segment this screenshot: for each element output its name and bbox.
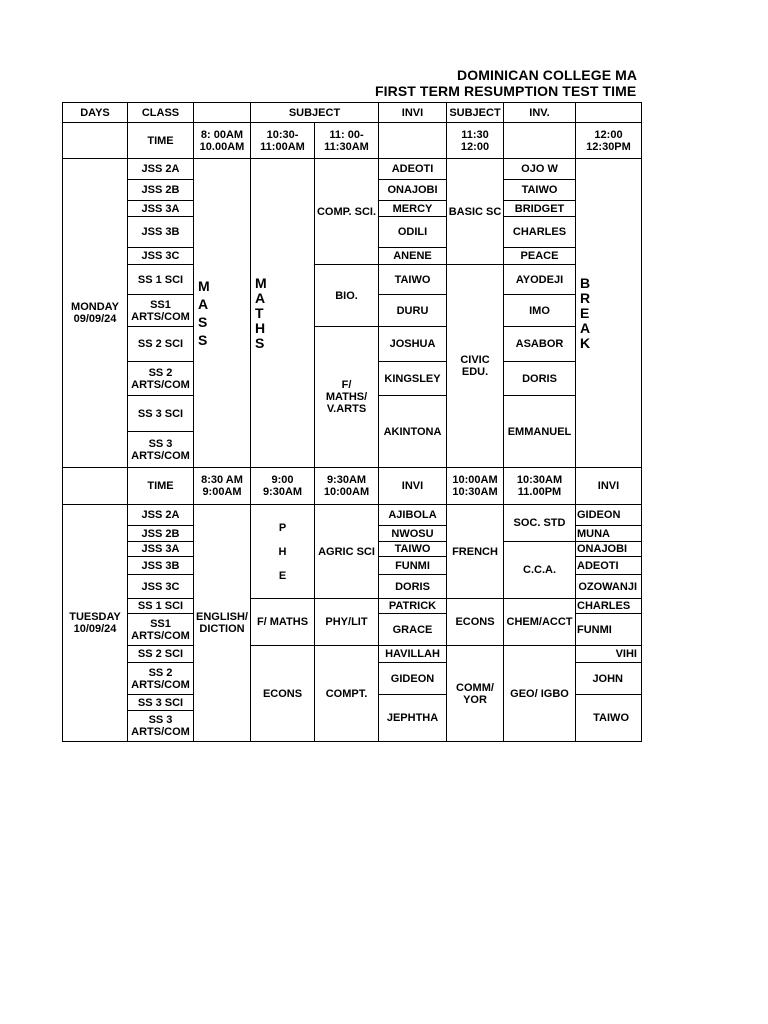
monday-time-5: 12:00 12:30PM	[576, 123, 642, 159]
header-subject: SUBJECT	[251, 103, 379, 123]
subject-cca: C.C.A.	[504, 542, 576, 599]
subject-english-diction: ENGLISH/ DICTION	[194, 505, 251, 742]
inv-cell: CHARLES	[576, 599, 642, 614]
inv-cell: ONAJOBI	[576, 542, 642, 557]
invi-cell: GIDEON	[379, 663, 447, 695]
tuesday-time-invi: INVI	[379, 468, 447, 505]
inv-cell: BRIDGET	[504, 201, 576, 217]
subject-compt: COMPT.	[315, 646, 379, 742]
class-cell: JSS 2A	[128, 505, 194, 526]
inv-cell: TAIWO	[576, 695, 642, 742]
class-cell: JSS 3A	[128, 201, 194, 217]
subject-econs: ECONS	[447, 599, 504, 646]
subject-phe: P H E	[251, 505, 315, 599]
title-clip	[0, 60, 641, 102]
invi-cell: DORIS	[379, 575, 447, 599]
tuesday-day	[63, 505, 128, 742]
class-cell: SS 3 SCI	[128, 396, 194, 432]
monday-time-4: 11:30 12:00	[447, 123, 504, 159]
subject-bio: BIO.	[315, 265, 379, 327]
class-cell: JSS 3A	[128, 542, 194, 557]
header-days: DAYS	[63, 103, 128, 123]
class-cell: JSS 3B	[128, 557, 194, 575]
invi-cell: FUNMI	[379, 557, 447, 575]
inv-cell: GIDEON	[576, 505, 642, 526]
inv-cell: ASABOR	[504, 327, 576, 362]
inv-cell: PEACE	[504, 248, 576, 265]
inv-cell: CHARLES	[504, 217, 576, 248]
class-cell: SS 1 SCI	[128, 265, 194, 295]
monday-time-label: TIME	[128, 123, 194, 159]
subject-geo-igbo: GEO/ IGBO	[504, 646, 576, 742]
inv-cell: MUNA	[576, 526, 642, 542]
class-cell: SS 1 SCI	[128, 599, 194, 614]
class-cell: SS 2 ARTS/COM	[128, 362, 194, 396]
inv-cell: DORIS	[504, 362, 576, 396]
invi-cell: KINGSLEY	[379, 362, 447, 396]
class-cell: SS1 ARTS/COM	[128, 295, 194, 327]
class-cell: SS 2 SCI	[128, 327, 194, 362]
invi-cell: JOSHUA	[379, 327, 447, 362]
class-cell: JSS 2B	[128, 526, 194, 542]
class-cell: JSS 3C	[128, 575, 194, 599]
inv-cell: EMMANUEL	[504, 396, 576, 468]
tuesday-time-5: 10:30AM 11.00PM	[504, 468, 576, 505]
invi-cell: TAIWO	[379, 542, 447, 557]
header-blank-2	[576, 103, 642, 123]
class-cell: SS1 ARTS/COM	[128, 614, 194, 646]
inv-cell: OZOWANJI	[576, 575, 642, 599]
invi-cell: NWOSU	[379, 526, 447, 542]
subject-civic-edu: CIVIC EDU.	[447, 265, 504, 468]
invi-cell: PATRICK	[379, 599, 447, 614]
class-cell: JSS 2B	[128, 180, 194, 201]
monday-blank	[63, 123, 128, 159]
tuesday-time-1: 8:30 AM 9:00AM	[194, 468, 251, 505]
class-cell: SS 2 ARTS/COM	[128, 663, 194, 695]
header-inv: INV.	[504, 103, 576, 123]
invi-cell: HAVILLAH	[379, 646, 447, 663]
monday-day	[63, 159, 128, 468]
header-class: CLASS	[128, 103, 194, 123]
inv-cell: IMO	[504, 295, 576, 327]
inv-cell: FUNMI	[576, 614, 642, 646]
inv-cell: TAIWO	[504, 180, 576, 201]
school-title: DOMINICAN COLLEGE MA	[457, 67, 638, 83]
subject-basic-sc: BASIC SC	[447, 159, 504, 265]
tuesday-blank	[63, 468, 128, 505]
header-subject-2: SUBJECT	[447, 103, 504, 123]
timetable-title: FIRST TERM RESUMPTION TEST TIME	[375, 83, 637, 99]
subject-chem-acct: CHEM/ACCT	[504, 599, 576, 646]
invi-cell: MERCY	[379, 201, 447, 217]
subject-f-maths: F/ MATHS	[251, 599, 315, 646]
class-cell: SS 3 SCI	[128, 695, 194, 711]
monday-date: 09/09/24	[73, 313, 117, 325]
mass-cell: M A S S	[194, 159, 251, 468]
timetable	[62, 102, 642, 742]
inv-cell: ADEOTI	[576, 557, 642, 575]
class-cell: SS 3 ARTS/COM	[128, 432, 194, 468]
invi-cell: ANENE	[379, 248, 447, 265]
invi-cell: ODILI	[379, 217, 447, 248]
monday-time-2: 10:30- 11:00AM	[251, 123, 315, 159]
subject-phy-lit: PHY/LIT	[315, 599, 379, 646]
invi-cell: AKINTONA	[379, 396, 447, 468]
inv-cell: JOHN	[576, 663, 642, 695]
inv-cell: OJO W	[504, 159, 576, 180]
tuesday-time-invi-2: INVI	[576, 468, 642, 505]
class-cell: SS 2 SCI	[128, 646, 194, 663]
monday-time-1: 8: 00AM 10.00AM	[194, 123, 251, 159]
monday-time-invi	[379, 123, 447, 159]
maths-cell: M A T H S	[251, 159, 315, 468]
subject-french: FRENCH	[447, 505, 504, 599]
class-cell: JSS 3B	[128, 217, 194, 248]
subject-comm-yor: COMM/ YOR	[447, 646, 504, 742]
tuesday-time-2: 9:00 9:30AM	[251, 468, 315, 505]
inv-cell: AYODEJI	[504, 265, 576, 295]
inv-cell: VIHI	[576, 646, 642, 663]
invi-cell: DURU	[379, 295, 447, 327]
tuesday-time-4: 10:00AM 10:30AM	[447, 468, 504, 505]
class-cell: JSS 3C	[128, 248, 194, 265]
class-cell: JSS 2A	[128, 159, 194, 180]
tuesday-time-3: 9:30AM 10:00AM	[315, 468, 379, 505]
header-invi: INVI	[379, 103, 447, 123]
monday-day-label: MONDAY	[71, 301, 119, 313]
tuesday-time-label: TIME	[128, 468, 194, 505]
monday-time-3: 11: 00- 11:30AM	[315, 123, 379, 159]
invi-cell: ONAJOBI	[379, 180, 447, 201]
tuesday-day-label: TUESDAY	[69, 611, 121, 623]
monday-time-inv	[504, 123, 576, 159]
class-cell: SS 3 ARTS/COM	[128, 711, 194, 742]
subject-econs-2: ECONS	[251, 646, 315, 742]
subject-soc-std: SOC. STD	[504, 505, 576, 542]
header-blank	[194, 103, 251, 123]
invi-cell: GRACE	[379, 614, 447, 646]
invi-cell: ADEOTI	[379, 159, 447, 180]
tuesday-date: 10/09/24	[73, 623, 117, 635]
invi-cell: AJIBOLA	[379, 505, 447, 526]
break-cell: B R E A K	[576, 159, 642, 468]
subject-comp-sci: COMP. SCI.	[315, 159, 379, 265]
subject-f-maths-v-arts: F/ MATHS/ V.ARTS	[315, 327, 379, 468]
invi-cell: JEPHTHA	[379, 695, 447, 742]
subject-agric-sci: AGRIC SCI	[315, 505, 379, 599]
invi-cell: TAIWO	[379, 265, 447, 295]
